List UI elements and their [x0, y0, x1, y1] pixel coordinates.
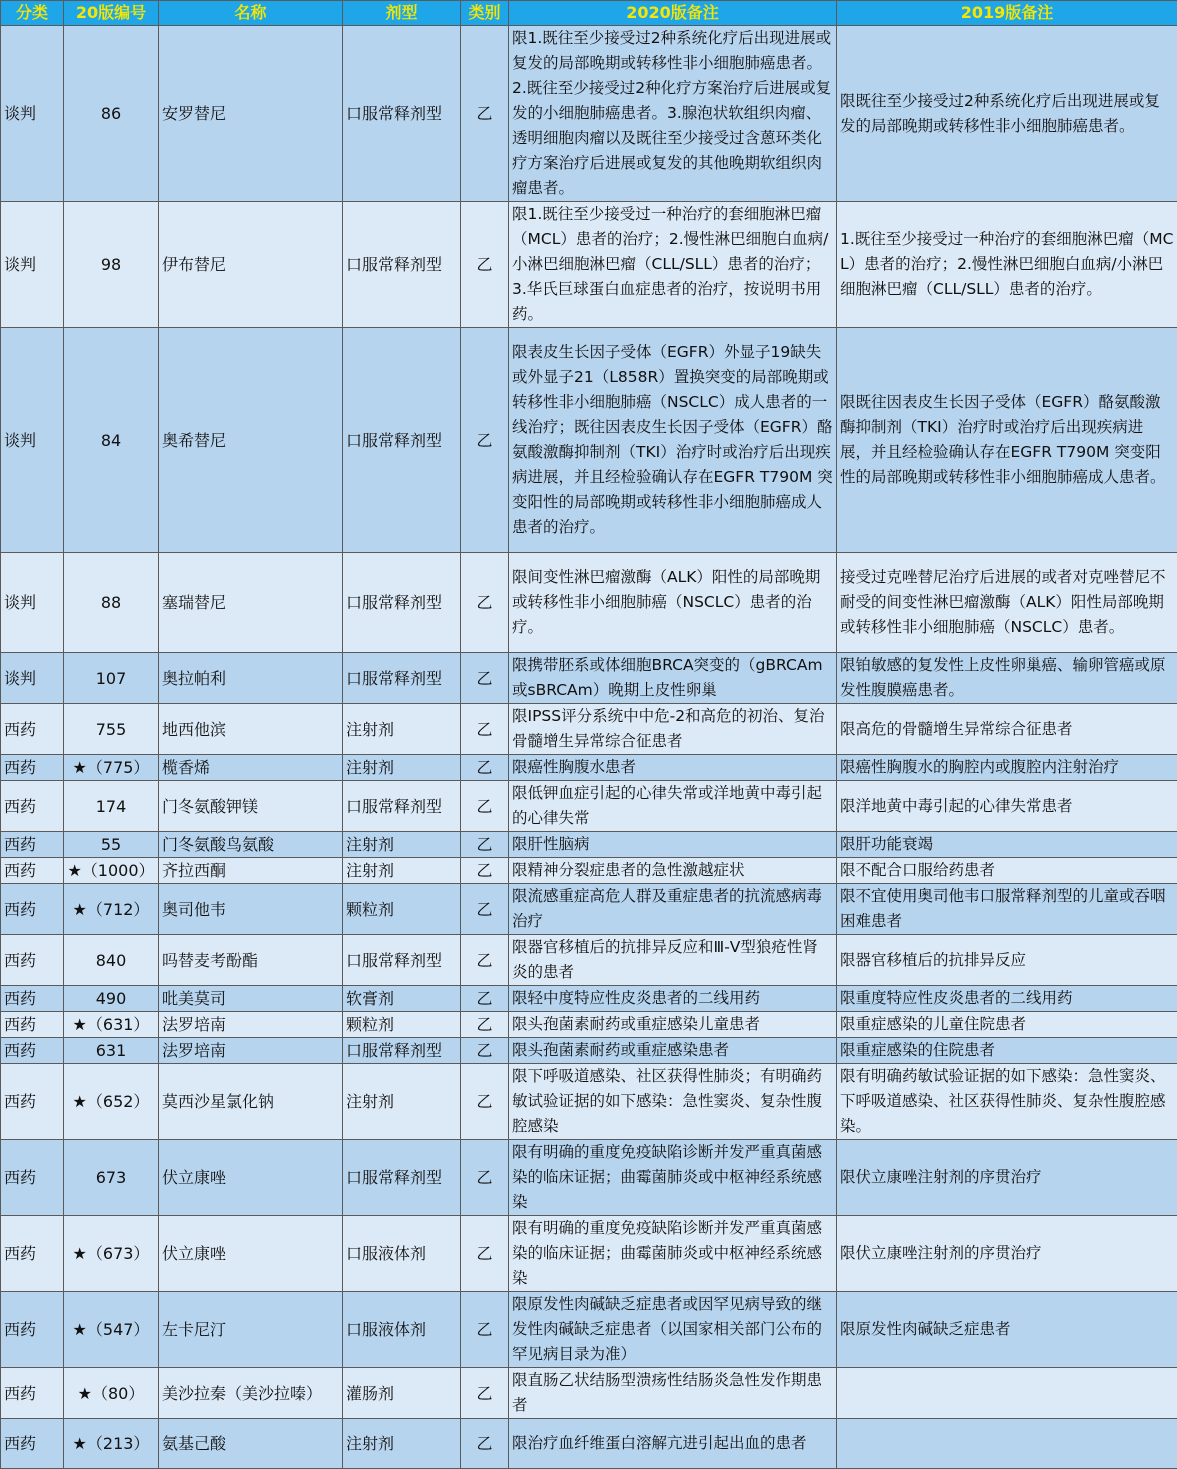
cell-note-2019 [837, 1419, 1177, 1469]
cell-class: 乙 [461, 1292, 509, 1368]
table-row [1, 1368, 1177, 1419]
cell-form: 口服常释剂型 [343, 1140, 461, 1216]
cell-category: 西药 [1, 1368, 64, 1419]
cell-category: 西药 [1, 1012, 64, 1038]
cell-name: 伊布替尼 [159, 202, 343, 328]
cell-category: 谈判 [1, 553, 64, 653]
cell-name: 法罗培南 [159, 1038, 343, 1064]
header-form: 剂型 [343, 1, 461, 26]
cell-note-2020: 限1.既往至少接受过2种系统化疗后出现进展或复发的局部晚期或转移性非小细胞肺癌患者。2.既往至少接受过2种化疗方案治疗后进展或复发的小细胞肺癌患者。3.腺泡状软组织肉瘤、透明细胞肉瘤以及既往至少接受过含蒽环类化疗方案治疗后进展或复发的其他晚期软组织肉瘤患者。 [509, 26, 837, 202]
cell-note-2020: 限有明确的重度免疫缺陷诊断并发严重真菌感染的临床证据；曲霉菌肺炎或中枢神经系统感染 [509, 1140, 837, 1216]
cell-number: 55 [64, 832, 159, 858]
cell-class: 乙 [461, 553, 509, 653]
cell-number: 107 [64, 653, 159, 704]
cell-note-2019: 限重度特应性皮炎患者的二线用药 [837, 986, 1177, 1012]
table-row [1, 781, 1177, 832]
table-row [1, 935, 1177, 986]
cell-name: 奥希替尼 [159, 328, 343, 553]
cell-name: 吡美莫司 [159, 986, 343, 1012]
cell-form: 口服液体剂 [343, 1292, 461, 1368]
cell-note-2020: 限头孢菌素耐药或重症感染患者 [509, 1038, 837, 1064]
cell-form: 灌肠剂 [343, 1368, 461, 1419]
cell-note-2019: 限器官移植后的抗排异反应 [837, 935, 1177, 986]
cell-note-2020: 限原发性肉碱缺乏症患者或因罕见病导致的继发性肉碱缺乏症患者（以国家相关部门公布的罕见病目录为准） [509, 1292, 837, 1368]
cell-category: 西药 [1, 935, 64, 986]
cell-note-2020: 限肝性脑病 [509, 832, 837, 858]
cell-note-2019: 限肝功能衰竭 [837, 832, 1177, 858]
cell-note-2019: 限不配合口服给药患者 [837, 858, 1177, 884]
cell-note-2019: 限伏立康唑注射剂的序贯治疗 [837, 1140, 1177, 1216]
cell-class: 乙 [461, 986, 509, 1012]
cell-number: ★（652） [64, 1064, 159, 1140]
cell-class: 乙 [461, 935, 509, 986]
cell-number: 98 [64, 202, 159, 328]
cell-class: 乙 [461, 26, 509, 202]
cell-name: 吗替麦考酚酯 [159, 935, 343, 986]
cell-note-2020: 限流感重症高危人群及重症患者的抗流感病毒治疗 [509, 884, 837, 935]
cell-note-2020: 限轻中度特应性皮炎患者的二线用药 [509, 986, 837, 1012]
cell-note-2020: 限间变性淋巴瘤激酶（ALK）阳性的局部晚期或转移性非小细胞肺癌（NSCLC）患者的治疗。 [509, 553, 837, 653]
cell-note-2019: 限铂敏感的复发性上皮性卵巢癌、输卵管癌或原发性腹膜癌患者。 [837, 653, 1177, 704]
cell-category: 西药 [1, 832, 64, 858]
cell-note-2020: 限头孢菌素耐药或重症感染儿童患者 [509, 1012, 837, 1038]
cell-number: 755 [64, 704, 159, 755]
cell-name: 塞瑞替尼 [159, 553, 343, 653]
cell-name: 奥司他韦 [159, 884, 343, 935]
cell-note-2019: 限既往因表皮生长因子受体（EGFR）酪氨酸激酶抑制剂（TKI）治疗时或治疗后出现疾病进展，并且经检验确认存在EGFR T790M 突变阳性的局部晚期或转移性非小细胞肺癌成人患者。 [837, 328, 1177, 553]
cell-name: 榄香烯 [159, 755, 343, 781]
cell-number: 88 [64, 553, 159, 653]
table-row [1, 1012, 1177, 1038]
table-row [1, 858, 1177, 884]
cell-form: 口服常释剂型 [343, 781, 461, 832]
cell-name: 美沙拉秦（美沙拉嗪） [159, 1368, 343, 1419]
table-row [1, 553, 1177, 653]
table-row [1, 884, 1177, 935]
cell-class: 乙 [461, 1064, 509, 1140]
cell-note-2019: 限有明确药敏试验证据的如下感染：急性窦炎、下呼吸道感染、社区获得性肺炎、复杂性腹腔感染。 [837, 1064, 1177, 1140]
cell-note-2019: 限癌性胸腹水的胸腔内或腹腔内注射治疗 [837, 755, 1177, 781]
cell-note-2020: 限直肠乙状结肠型溃疡性结肠炎急性发作期患者 [509, 1368, 837, 1419]
cell-category: 谈判 [1, 26, 64, 202]
cell-note-2019: 限伏立康唑注射剂的序贯治疗 [837, 1216, 1177, 1292]
cell-category: 西药 [1, 884, 64, 935]
cell-form: 注射剂 [343, 1419, 461, 1469]
cell-note-2020: 限低钾血症引起的心律失常或洋地黄中毒引起的心律失常 [509, 781, 837, 832]
cell-number: ★（775） [64, 755, 159, 781]
cell-note-2020: 限表皮生长因子受体（EGFR）外显子19缺失或外显子21（L858R）置换突变的局部晚期或转移性非小细胞肺癌（NSCLC）成人患者的一线治疗；既往因表皮生长因子受体（EGFR）酪氨酸激酶抑制剂（TKI）治疗时或治疗后出现疾病进展，并且经检验确认存在EGFR T790M 突变阳性的局部晚期或转移性非小细胞肺癌成人患者的治疗。 [509, 328, 837, 553]
cell-note-2020: 限器官移植后的抗排异反应和Ⅲ-Ⅴ型狼疮性肾炎的患者 [509, 935, 837, 986]
table-row [1, 328, 1177, 553]
cell-number: ★（80） [64, 1368, 159, 1419]
table-row [1, 1292, 1177, 1368]
cell-form: 口服常释剂型 [343, 1038, 461, 1064]
cell-category: 西药 [1, 1216, 64, 1292]
cell-note-2020: 限1.既往至少接受过一种治疗的套细胞淋巴瘤（MCL）患者的治疗；2.慢性淋巴细胞白血病/小淋巴细胞淋巴瘤（CLL/SLL）患者的治疗；3.华氏巨球蛋白血症患者的治疗，按说明书用药。 [509, 202, 837, 328]
cell-note-2019: 限原发性肉碱缺乏症患者 [837, 1292, 1177, 1368]
cell-class: 乙 [461, 884, 509, 935]
cell-category: 西药 [1, 755, 64, 781]
cell-note-2020: 限下呼吸道感染、社区获得性肺炎；有明确药敏试验证据的如下感染：急性窦炎、复杂性腹腔感染 [509, 1064, 837, 1140]
cell-number: ★（631） [64, 1012, 159, 1038]
header-name: 名称 [159, 1, 343, 26]
cell-note-2019: 接受过克唑替尼治疗后进展的或者对克唑替尼不耐受的间变性淋巴瘤激酶（ALK）阳性局部晚期或转移性非小细胞肺癌（NSCLC）患者。 [837, 553, 1177, 653]
cell-note-2019: 限既往至少接受过2种系统化疗后出现进展或复发的局部晚期或转移性非小细胞肺癌患者。 [837, 26, 1177, 202]
cell-number: ★（547） [64, 1292, 159, 1368]
cell-class: 乙 [461, 202, 509, 328]
cell-form: 注射剂 [343, 704, 461, 755]
cell-class: 乙 [461, 653, 509, 704]
cell-category: 西药 [1, 1292, 64, 1368]
cell-number: 174 [64, 781, 159, 832]
header-category: 分类 [1, 1, 64, 26]
cell-class: 乙 [461, 832, 509, 858]
header-number: 20版编号 [64, 1, 159, 26]
cell-number: ★（213） [64, 1419, 159, 1469]
cell-form: 注射剂 [343, 858, 461, 884]
cell-category: 西药 [1, 1419, 64, 1469]
cell-class: 乙 [461, 328, 509, 553]
table-header-row [1, 1, 1177, 26]
header-note-2019: 2019版备注 [837, 1, 1177, 26]
cell-note-2020: 限携带胚系或体细胞BRCA突变的（gBRCAm或sBRCAm）晚期上皮性卵巢 [509, 653, 837, 704]
cell-class: 乙 [461, 1012, 509, 1038]
table-row [1, 986, 1177, 1012]
cell-category: 谈判 [1, 328, 64, 553]
cell-class: 乙 [461, 1419, 509, 1469]
cell-number: ★（673） [64, 1216, 159, 1292]
header-class: 类别 [461, 1, 509, 26]
table-row [1, 704, 1177, 755]
cell-name: 门冬氨酸鸟氨酸 [159, 832, 343, 858]
cell-class: 乙 [461, 858, 509, 884]
cell-form: 注射剂 [343, 1064, 461, 1140]
cell-note-2019: 限重症感染的住院患者 [837, 1038, 1177, 1064]
cell-form: 注射剂 [343, 832, 461, 858]
cell-category: 西药 [1, 704, 64, 755]
cell-number: ★（712） [64, 884, 159, 935]
cell-form: 口服常释剂型 [343, 553, 461, 653]
cell-name: 左卡尼汀 [159, 1292, 343, 1368]
table-row [1, 1064, 1177, 1140]
cell-name: 齐拉西酮 [159, 858, 343, 884]
cell-category: 谈判 [1, 653, 64, 704]
cell-number: 490 [64, 986, 159, 1012]
cell-form: 口服常释剂型 [343, 202, 461, 328]
table-row [1, 1419, 1177, 1469]
cell-class: 乙 [461, 704, 509, 755]
cell-note-2020: 限有明确的重度免疫缺陷诊断并发严重真菌感染的临床证据；曲霉菌肺炎或中枢神经系统感染 [509, 1216, 837, 1292]
cell-name: 氨基己酸 [159, 1419, 343, 1469]
cell-class: 乙 [461, 781, 509, 832]
cell-form: 颗粒剂 [343, 884, 461, 935]
cell-note-2019 [837, 1368, 1177, 1419]
cell-category: 西药 [1, 1140, 64, 1216]
cell-name: 莫西沙星氯化钠 [159, 1064, 343, 1140]
table-row [1, 653, 1177, 704]
table-row [1, 755, 1177, 781]
cell-form: 颗粒剂 [343, 1012, 461, 1038]
cell-class: 乙 [461, 1368, 509, 1419]
table-row [1, 202, 1177, 328]
cell-category: 西药 [1, 781, 64, 832]
cell-category: 西药 [1, 858, 64, 884]
header-note-2020: 2020版备注 [509, 1, 837, 26]
cell-note-2020: 限精神分裂症患者的急性激越症状 [509, 858, 837, 884]
table-row [1, 1216, 1177, 1292]
cell-class: 乙 [461, 755, 509, 781]
table-row [1, 1038, 1177, 1064]
table-row [1, 1140, 1177, 1216]
cell-number: 86 [64, 26, 159, 202]
cell-form: 注射剂 [343, 755, 461, 781]
cell-number: 631 [64, 1038, 159, 1064]
cell-name: 门冬氨酸钾镁 [159, 781, 343, 832]
cell-note-2019: 限不宜使用奥司他韦口服常释剂型的儿童或吞咽困难患者 [837, 884, 1177, 935]
cell-note-2019: 1.既往至少接受过一种治疗的套细胞淋巴瘤（MCL）患者的治疗；2.慢性淋巴细胞白血病/小淋巴细胞淋巴瘤（CLL/SLL）患者的治疗。 [837, 202, 1177, 328]
cell-form: 口服常释剂型 [343, 328, 461, 553]
cell-category: 西药 [1, 986, 64, 1012]
cell-number: 840 [64, 935, 159, 986]
cell-number: 84 [64, 328, 159, 553]
cell-note-2020: 限癌性胸腹水患者 [509, 755, 837, 781]
cell-form: 口服液体剂 [343, 1216, 461, 1292]
table-row [1, 832, 1177, 858]
cell-form: 软膏剂 [343, 986, 461, 1012]
cell-note-2019: 限洋地黄中毒引起的心律失常患者 [837, 781, 1177, 832]
cell-class: 乙 [461, 1216, 509, 1292]
cell-name: 伏立康唑 [159, 1140, 343, 1216]
cell-number: ★（1000） [64, 858, 159, 884]
cell-class: 乙 [461, 1140, 509, 1216]
cell-form: 口服常释剂型 [343, 653, 461, 704]
cell-category: 西药 [1, 1064, 64, 1140]
table-body [1, 26, 1177, 1469]
table-row [1, 26, 1177, 202]
cell-form: 口服常释剂型 [343, 26, 461, 202]
cell-class: 乙 [461, 1038, 509, 1064]
cell-name: 法罗培南 [159, 1012, 343, 1038]
cell-name: 安罗替尼 [159, 26, 343, 202]
cell-number: 673 [64, 1140, 159, 1216]
cell-note-2019: 限高危的骨髓增生异常综合征患者 [837, 704, 1177, 755]
cell-category: 谈判 [1, 202, 64, 328]
cell-note-2020: 限IPSS评分系统中中危-2和高危的初治、复治骨髓增生异常综合征患者 [509, 704, 837, 755]
cell-form: 口服常释剂型 [343, 935, 461, 986]
cell-category: 西药 [1, 1038, 64, 1064]
cell-name: 奥拉帕利 [159, 653, 343, 704]
cell-note-2019: 限重症感染的儿童住院患者 [837, 1012, 1177, 1038]
cell-note-2020: 限治疗血纤维蛋白溶解亢进引起出血的患者 [509, 1419, 837, 1469]
cell-name: 地西他滨 [159, 704, 343, 755]
cell-name: 伏立康唑 [159, 1216, 343, 1292]
